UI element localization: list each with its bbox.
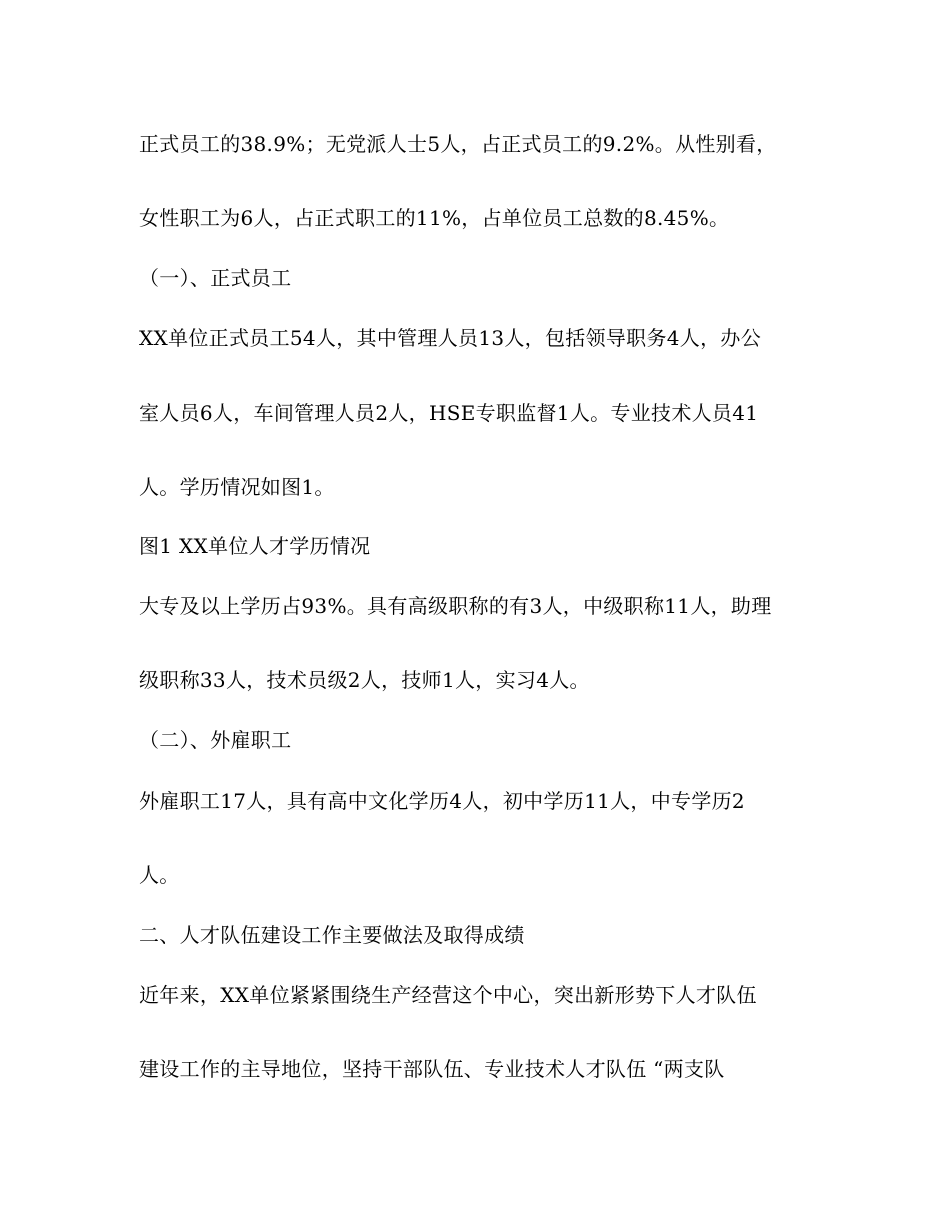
paragraph-line: 外雇职工17人，具有高中文化学历4人，初中学历11人，中专学历2 [139, 789, 745, 813]
paragraph-line: 大专及以上学历占93%。具有高级职称的有3人，中级职称11人，助理 [139, 594, 772, 618]
paragraph-line: 级职称33人，技术员级2人，技师1人，实习4人。 [139, 668, 590, 692]
paragraph-line: 建设工作的主导地位，坚持干部队伍、专业技术人才队伍 “两支队 [139, 1057, 725, 1081]
section-heading-external-staff: （二）、外雇职工 [139, 728, 292, 752]
paragraph-line: XX单位正式员工54人，其中管理人员13人，包括领导职务4人，办公 [139, 326, 761, 350]
paragraph-line: 室人员6人，车间管理人员2人，HSE专职监督1人。专业技术人员41 [139, 401, 759, 425]
paragraph-line: 近年来，XX单位紧紧围绕生产经营这个中心，突出新形势下人才队伍 [139, 983, 757, 1007]
paragraph-line: 人。 [139, 863, 180, 887]
section-heading-practices: 二、人才队伍建设工作主要做法及取得成绩 [139, 923, 525, 947]
figure-caption: 图1 XX单位人才学历情况 [139, 534, 371, 558]
section-heading-formal-staff: （一）、正式员工 [139, 266, 292, 290]
paragraph-line: 女性职工为6人，占正式职工的11%，占单位员工总数的8.45%。 [139, 206, 730, 230]
paragraph-line: 人。学历情况如图1。 [139, 475, 335, 499]
paragraph-line: 正式员工的38.9%；无党派人士5人，占正式员工的9.2%。从性别看， [139, 132, 777, 156]
